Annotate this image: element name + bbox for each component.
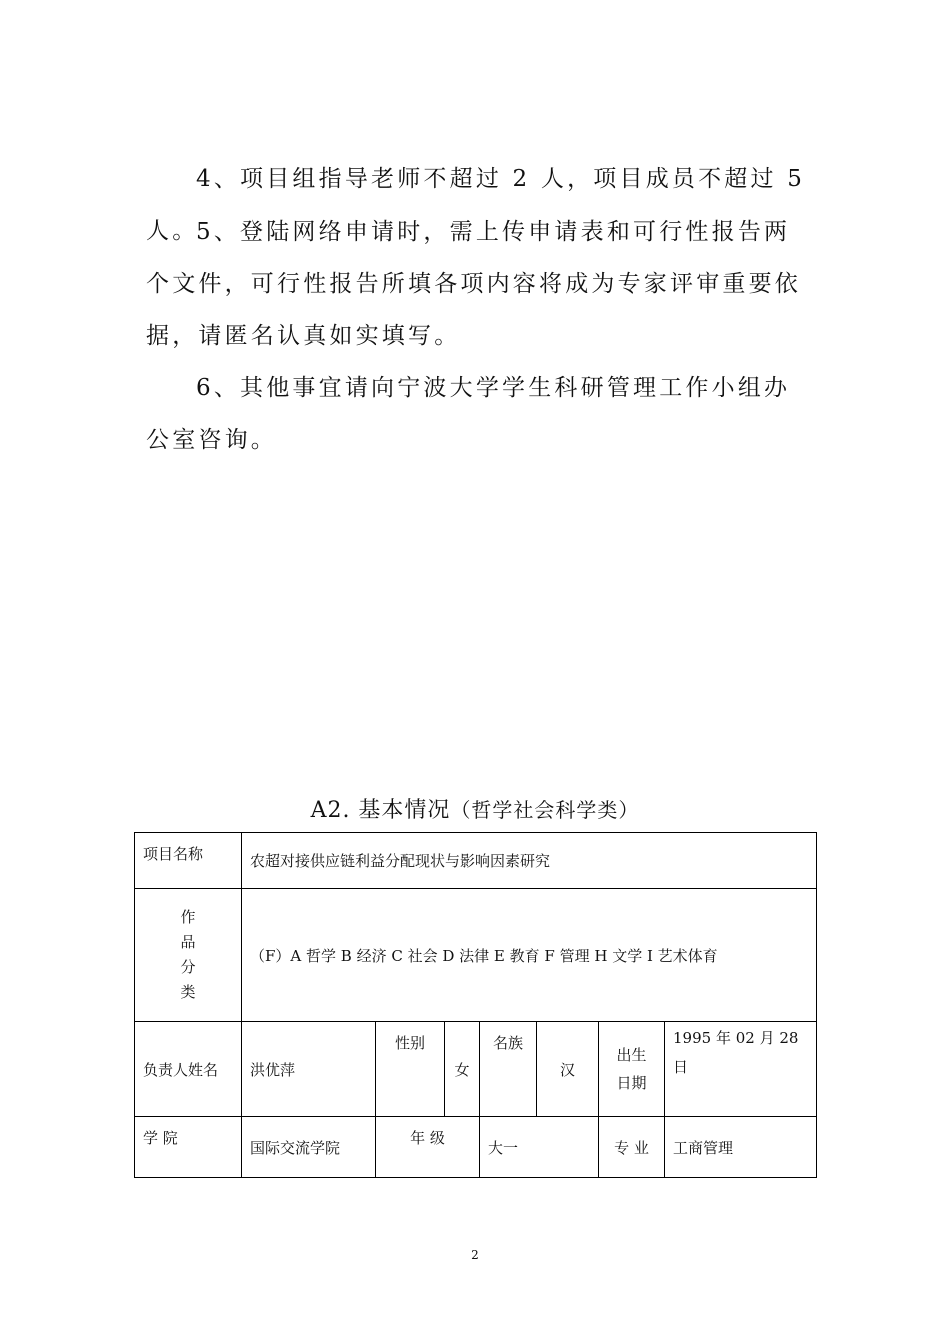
college-label: 学 院 — [135, 1117, 242, 1178]
college-value: 国际交流学院 — [242, 1117, 376, 1178]
birth-date-line1: 1995 年 02 月 28 — [673, 1029, 799, 1047]
birth-label — [599, 1022, 665, 1117]
major-value: 工商管理 — [665, 1117, 817, 1178]
category-label-char-4: 类 — [180, 983, 196, 1001]
category-label — [135, 889, 242, 1022]
category-value: （F）A 哲学 B 经济 C 社会 D 法律 E 教育 F 管理 H 文学 I 艺术体育 — [242, 889, 817, 1022]
ethnicity-label: 名族 — [480, 1022, 537, 1117]
leader-name: 洪优萍 — [242, 1022, 376, 1117]
ethnicity-value: 汉 — [537, 1022, 599, 1117]
instruction-5: 5、登陆网络申请时，需上传申请表和可行性报告两个文件，可行性报告所填各项内容将成为专家评审重要依据，请匿名认真如实填写。 — [146, 219, 801, 349]
project-name-value: 农超对接供应链利益分配现状与影响因素研究 — [242, 833, 817, 889]
birth-date — [665, 1022, 817, 1117]
section-title — [0, 793, 950, 824]
category-label-char-3: 分 — [180, 958, 196, 976]
birth-label-line2: 日期 — [616, 1074, 647, 1092]
gender-label: 性别 — [376, 1022, 445, 1117]
grade-value: 大一 — [480, 1117, 599, 1178]
section-title-main: A2. 基本情况 — [310, 798, 451, 823]
page-number: 2 — [471, 1248, 479, 1262]
grade-label: 年 级 — [376, 1117, 480, 1178]
birth-label-line1: 出生 — [616, 1046, 647, 1064]
gender-value: 女 — [445, 1022, 480, 1117]
basic-info-table — [134, 832, 817, 1178]
instruction-4: 4、项目组指导老师不超过 2 人，项目成员不超过 5 人。 — [146, 166, 806, 244]
instruction-6: 6、其他事宜请向宁波大学学生科研管理工作小组办公室咨询。 — [146, 375, 791, 453]
category-label-char-1: 作 — [180, 908, 196, 926]
leader-label: 负责人姓名 — [135, 1022, 242, 1117]
project-name-label: 项目名称 — [135, 833, 242, 889]
major-label: 专 业 — [599, 1117, 665, 1178]
birth-date-line2: 日 — [673, 1058, 689, 1076]
category-label-char-2: 品 — [180, 933, 196, 951]
section-title-sub: （哲学社会科学类） — [450, 798, 640, 822]
